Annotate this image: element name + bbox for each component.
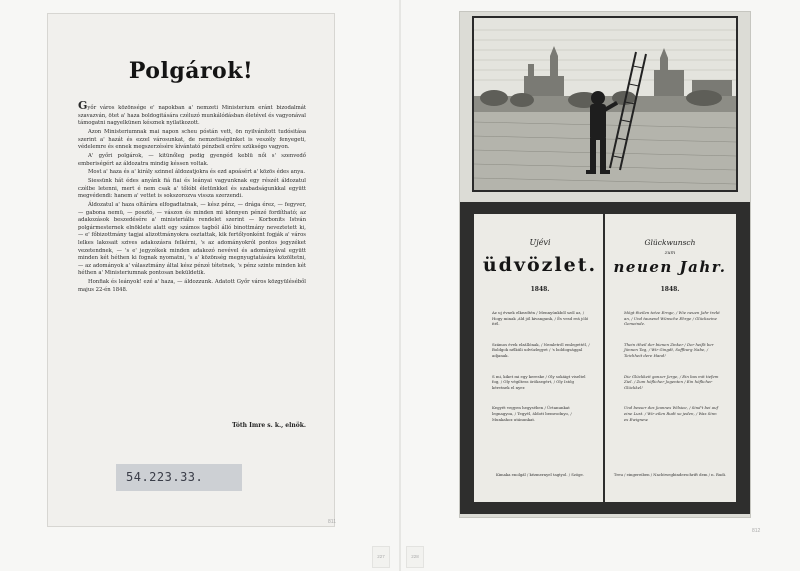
hungarian-column: [478, 214, 602, 502]
greeting-footer: Treu / eingereiben / Nachtwegbinderschrift dem / n. Rudi.: [613, 472, 727, 477]
page-badge-label: 227: [377, 554, 385, 559]
stanza: Mögt theilen tetze Ernge, / Wie neuen Jahr trekt an, / Und tausend Wünsche Ehrge / Glückseine Gemeinde.: [624, 310, 720, 327]
paragraph: Azon Ministeriumnak mai napon scheu póstán vett, ön nyilvánított tudósitása szerint a' hazát és ezzel városunkat, de nemzetiségünket is veszély fenyegeti, védelemre és ennek megszerzésére kívántató pénzbeli erőre szükségo vagyon.: [78, 128, 306, 151]
greeting-pretitle: Glückwunsch: [644, 238, 696, 247]
greeting-pretitle: Ujévi: [529, 238, 551, 247]
stanza: Thein itheil der bienen Zinker / Der heißt ber Jünnen Tag, / Wir Gingdt, Soffburg Nabe, / Teichheit dere Hand!: [624, 341, 714, 358]
german-column: [608, 214, 732, 502]
paragraph: Győr város közönsége e' napokban a' nemzeti Ministerium eránt bizodalmát szavazván, ötet a' haza boldogitására czéluzó munkálódásban életével és vagyonával támogatni nagyelkünen késznek nyilatkozott.: [78, 99, 306, 127]
page-number-left: 811: [328, 519, 336, 525]
page-badge-label: 228: [411, 554, 419, 559]
greeting-title: neuen Jahr.: [613, 258, 727, 276]
signature: Tóth Imre s. k., elnök.: [232, 422, 306, 429]
poster-new-year-greeting: [460, 12, 750, 517]
ornamental-frame: [460, 202, 750, 514]
page-badge-right: [406, 546, 424, 568]
poster-title: Polgárok!: [128, 58, 254, 84]
stanza: Az uj évnek elkezdtén / Mennyünkből szól az, / Hogy minak ,áld jól kivangunk, / És vesd reá jóló itél.: [492, 310, 589, 327]
stanza: Számos évek elzállónak, / Nemletről emlegettél, / Boldgok nélküli udvüzlegyet / 's boldogsággal adjanak.: [492, 341, 590, 358]
stanza: Die Glückkeit ganzer Jerge, / Ein bas mit tiefem Ziel. / Zum höflicher Jogenten / Ein höflicher Glückkel!: [624, 373, 719, 390]
catalog-stamp: [116, 464, 242, 491]
engraving-illustration: [474, 18, 736, 190]
stanza: Und besser des Jeannes Wilsiee, / Sind't bei auf eine Lust. / Wir eilen Rudt so jeden, / Was Sinn es Ewignew.: [624, 405, 719, 422]
paragraph: Siessünk hát édes anyánk fiá fiai és leányai vagyunknak egy részét áldozatul czélbe letenni, mert é nem csak a' tőlóbl életünkkel és szabadságunkkal együtt megvédendi: hanem a' vettet is sokszorozva vissza szerzendi.: [78, 178, 306, 200]
catalog-number: 54.223.33.: [126, 470, 204, 484]
paragraph: Honfiak és leányok! ezé a' haza, — áldozzunk. Adatott Győr város közgyüléséből majus 22-én 1848.: [78, 279, 306, 293]
greeting-title: üdvözlet.: [482, 254, 598, 276]
greeting-year: 1848.: [530, 286, 550, 293]
poster-polgarok: [48, 14, 334, 526]
page-badge-left: [372, 546, 390, 568]
paragraph: Most a' haza és a' király szinnel áldozatjokra és ezd apoásért a' közös édes anya.: [88, 169, 306, 176]
verses: [488, 310, 592, 437]
verses: [618, 310, 722, 437]
paragraph: Áldozatul a' haza oltárára elfogadtatnak, — kész pénz, — drága érez, — fegyver, — gabona nemü, — posztó, — vászon és minden mi könnyen pénzé fordítható; az adakozások beszedésére a' ministeriális rendelet szerint — Korbonits István polgármesternek elnöklete alatt egy számos tagból álló binottmány neveztetett ki, — e' főbizottmány tagjai alizottmányokra osztattak, kik fertőlyonként fogják a' város lelkes lakosait szives adakozásra felkérni, 's az adományokról pontos jegyzéket vezetendnek, — 's e' jegyzékek minden adakozó nevével és adományával együtt minden két héthen ki fognak nyomatni, 's a' közönség megnyugtatására közöltetni, — az adományok a' választmány által kész pénzé tétetnek, 's pénz szinte minden két héthen a' Ministeriumnak pontosan beküldetik.: [78, 202, 306, 277]
book-gutter: [399, 0, 401, 571]
column-divider: [603, 214, 605, 502]
page-number-right: 812: [752, 528, 761, 534]
poster-body: [78, 99, 306, 296]
paragraph: A' győri polgárok, — kitünőleg pedig gyengéd keblü női s' szenvedő emberiségért az áldozatra mindig késsen voltak.: [78, 152, 306, 167]
greeting-year: 1848.: [660, 286, 680, 293]
stanza: S mi, kiket mi egy kereske / Oly sokáigt viseltel fog, / Oly végiltess öröksegért, / Oly Istőg kéretnek el nyer.: [492, 373, 586, 390]
stanza: Kegyét vegyen hegysében / Úrtanunkat legnagyoa, / Tegyél, áldott bemvodnyo, / Munkahoz utánunkat.: [492, 405, 572, 422]
chimney-sweep-engraving: [472, 16, 738, 192]
greeting-panel: [474, 214, 736, 502]
greeting-connector: zum: [664, 250, 676, 256]
greeting-footer: Kimaka enolgál / kézmernyel tagtyol. / Szöge.: [495, 472, 584, 477]
